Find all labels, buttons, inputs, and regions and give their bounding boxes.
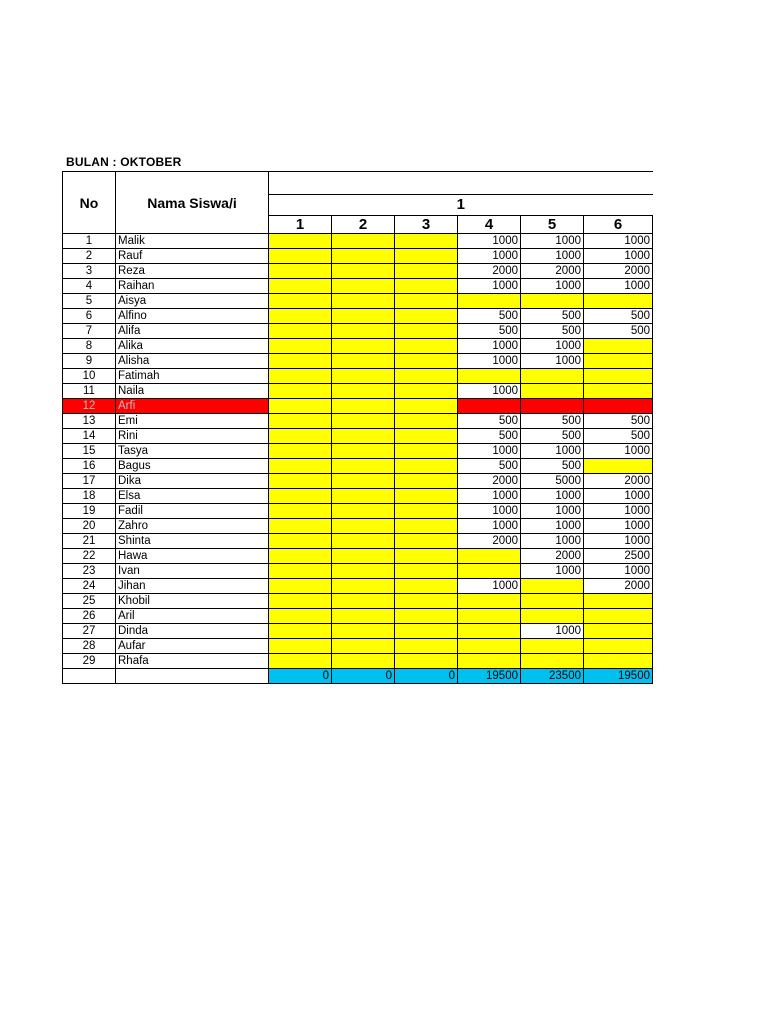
cell-name[interactable]: Aufar — [116, 639, 269, 654]
cell-no[interactable]: 8 — [63, 339, 116, 354]
table-row — [63, 579, 653, 594]
cell-amount[interactable]: 1000 — [584, 519, 653, 534]
cell-amount[interactable]: 500 — [521, 414, 584, 429]
cell-no[interactable]: 13 — [63, 414, 116, 429]
cell-amount[interactable] — [395, 264, 458, 279]
cell-amount[interactable] — [584, 294, 653, 309]
cell-no[interactable]: 9 — [63, 354, 116, 369]
cell-amount[interactable] — [458, 564, 521, 579]
cell-amount[interactable] — [584, 609, 653, 624]
cell-amount[interactable]: 1000 — [584, 489, 653, 504]
cell-amount[interactable] — [395, 234, 458, 249]
cell-amount[interactable] — [395, 549, 458, 564]
cell-amount[interactable]: 1000 — [584, 444, 653, 459]
table-row — [63, 474, 653, 489]
attendance-savings-table — [62, 171, 653, 684]
table-row — [63, 324, 653, 339]
cell-amount[interactable]: 1000 — [521, 624, 584, 639]
cell-amount[interactable]: 1000 — [521, 564, 584, 579]
cell-no[interactable]: 22 — [63, 549, 116, 564]
cell-name[interactable]: Aril — [116, 609, 269, 624]
table-row — [63, 309, 653, 324]
cell-amount[interactable] — [395, 639, 458, 654]
cell-amount[interactable] — [269, 444, 332, 459]
cell-amount[interactable] — [269, 249, 332, 264]
cell-no[interactable]: 26 — [63, 609, 116, 624]
cell-amount[interactable] — [395, 429, 458, 444]
cell-no[interactable]: 17 — [63, 474, 116, 489]
cell-no[interactable]: 5 — [63, 294, 116, 309]
cell-amount[interactable] — [395, 384, 458, 399]
cell-name[interactable]: Malik — [116, 234, 269, 249]
cell-total[interactable]: 0 — [269, 669, 332, 684]
cell-amount[interactable]: 500 — [584, 429, 653, 444]
header-day[interactable]: 1 — [269, 216, 332, 234]
cell-name[interactable]: Raihan — [116, 279, 269, 294]
cell-no[interactable]: 7 — [63, 324, 116, 339]
table-row — [63, 459, 653, 474]
cell-amount[interactable]: 1000 — [584, 564, 653, 579]
cell-amount[interactable] — [269, 234, 332, 249]
cell-no[interactable]: 24 — [63, 579, 116, 594]
header-name[interactable] — [116, 172, 269, 234]
cell-amount[interactable]: 500 — [584, 324, 653, 339]
cell-amount[interactable] — [395, 324, 458, 339]
cell-amount[interactable] — [269, 414, 332, 429]
cell-no[interactable]: 23 — [63, 564, 116, 579]
table-row — [63, 489, 653, 504]
cell-no[interactable]: 29 — [63, 654, 116, 669]
cell-amount[interactable] — [332, 444, 395, 459]
cell-amount[interactable] — [269, 354, 332, 369]
table-row — [63, 249, 653, 264]
cell-amount[interactable] — [269, 369, 332, 384]
cell-amount[interactable] — [458, 624, 521, 639]
cell-name[interactable]: Rauf — [116, 249, 269, 264]
cell-amount[interactable]: 500 — [521, 459, 584, 474]
cell-amount[interactable] — [332, 534, 395, 549]
cell-no[interactable]: 1 — [63, 234, 116, 249]
cell-amount[interactable]: 500 — [584, 309, 653, 324]
cell-amount[interactable] — [332, 549, 395, 564]
table-row — [63, 369, 653, 384]
cell-amount[interactable] — [521, 594, 584, 609]
header-day[interactable]: 5 — [521, 216, 584, 234]
cell-no[interactable]: 3 — [63, 264, 116, 279]
cell-name[interactable]: Naila — [116, 384, 269, 399]
cell-amount[interactable]: 500 — [521, 309, 584, 324]
cell-amount[interactable] — [458, 639, 521, 654]
cell-name[interactable]: Khobil — [116, 594, 269, 609]
cell-amount[interactable] — [395, 609, 458, 624]
cell-amount[interactable] — [458, 549, 521, 564]
cell-amount[interactable] — [584, 384, 653, 399]
cell-amount[interactable]: 2000 — [458, 534, 521, 549]
cell-no[interactable]: 20 — [63, 519, 116, 534]
cell-amount[interactable] — [269, 294, 332, 309]
cell-amount[interactable] — [458, 294, 521, 309]
cell-amount[interactable] — [395, 474, 458, 489]
cell-amount[interactable] — [521, 384, 584, 399]
table-row — [63, 519, 653, 534]
cell-amount[interactable] — [584, 354, 653, 369]
cell-name[interactable]: Hawa — [116, 549, 269, 564]
cell-amount[interactable] — [584, 594, 653, 609]
table-row — [63, 414, 653, 429]
cell-amount[interactable] — [332, 459, 395, 474]
cell-amount[interactable] — [584, 399, 653, 414]
cell-no[interactable]: 4 — [63, 279, 116, 294]
cell-amount[interactable] — [332, 249, 395, 264]
cell-amount[interactable] — [269, 429, 332, 444]
cell-amount[interactable]: 1000 — [458, 249, 521, 264]
cell-amount[interactable] — [395, 654, 458, 669]
cell-name[interactable]: Rini — [116, 429, 269, 444]
cell-amount[interactable] — [395, 414, 458, 429]
cell-amount[interactable] — [521, 369, 584, 384]
sheet-title: BULAN : OKTOBER — [66, 155, 182, 169]
cell-amount[interactable]: 1000 — [458, 489, 521, 504]
cell-amount[interactable] — [521, 609, 584, 624]
cell-amount[interactable]: 1000 — [521, 279, 584, 294]
cell-amount[interactable] — [269, 654, 332, 669]
cell-name[interactable]: Dika — [116, 474, 269, 489]
cell-amount[interactable] — [269, 594, 332, 609]
cell-amount[interactable] — [458, 654, 521, 669]
cell-amount[interactable] — [269, 504, 332, 519]
totals-name-cell[interactable] — [116, 669, 269, 684]
cell-amount[interactable] — [332, 384, 395, 399]
header-week[interactable]: 1 — [269, 195, 653, 216]
cell-amount[interactable]: 500 — [458, 309, 521, 324]
cell-name[interactable]: Alika — [116, 339, 269, 354]
cell-amount[interactable] — [395, 489, 458, 504]
cell-amount[interactable] — [584, 369, 653, 384]
table-row — [63, 564, 653, 579]
cell-name[interactable]: Zahro — [116, 519, 269, 534]
cell-amount[interactable] — [332, 429, 395, 444]
cell-no[interactable]: 16 — [63, 459, 116, 474]
cell-amount[interactable] — [584, 624, 653, 639]
cell-no[interactable]: 25 — [63, 594, 116, 609]
cell-amount[interactable]: 1000 — [458, 504, 521, 519]
cell-amount[interactable] — [269, 519, 332, 534]
cell-no[interactable]: 28 — [63, 639, 116, 654]
cell-amount[interactable] — [332, 324, 395, 339]
cell-amount[interactable] — [395, 309, 458, 324]
cell-amount[interactable] — [332, 309, 395, 324]
table-row — [63, 504, 653, 519]
cell-name[interactable]: Alfino — [116, 309, 269, 324]
header-day[interactable]: 4 — [458, 216, 521, 234]
cell-amount[interactable]: 500 — [521, 429, 584, 444]
cell-no[interactable]: 18 — [63, 489, 116, 504]
cell-amount[interactable] — [458, 609, 521, 624]
table-row — [63, 654, 653, 669]
cell-name[interactable]: Fatimah — [116, 369, 269, 384]
header-no[interactable]: No — [63, 172, 116, 234]
cell-amount[interactable] — [269, 639, 332, 654]
cell-amount[interactable] — [332, 639, 395, 654]
cell-name[interactable]: Tasya — [116, 444, 269, 459]
cell-amount[interactable] — [395, 339, 458, 354]
cell-amount[interactable]: 500 — [458, 459, 521, 474]
header-name-label: Nama Siswa/i — [147, 194, 237, 211]
cell-total[interactable]: 19500 — [584, 669, 653, 684]
cell-amount[interactable]: 2000 — [521, 549, 584, 564]
cell-no[interactable]: 10 — [63, 369, 116, 384]
cell-amount[interactable] — [395, 249, 458, 264]
cell-name[interactable]: Alisha — [116, 354, 269, 369]
cell-amount[interactable] — [521, 294, 584, 309]
cell-amount[interactable] — [332, 294, 395, 309]
cell-amount[interactable] — [332, 504, 395, 519]
cell-amount[interactable]: 1000 — [584, 279, 653, 294]
cell-name[interactable]: Arfi — [116, 399, 269, 414]
cell-amount[interactable]: 1000 — [458, 279, 521, 294]
cell-name[interactable]: Elsa — [116, 489, 269, 504]
cell-amount[interactable] — [332, 264, 395, 279]
cell-amount[interactable]: 2000 — [458, 474, 521, 489]
table-row — [63, 399, 653, 414]
cell-no[interactable]: 19 — [63, 504, 116, 519]
cell-amount[interactable]: 2000 — [584, 579, 653, 594]
cell-amount[interactable]: 2000 — [584, 264, 653, 279]
cell-amount[interactable] — [269, 324, 332, 339]
cell-amount[interactable] — [395, 369, 458, 384]
cell-amount[interactable]: 1000 — [521, 534, 584, 549]
cell-amount[interactable] — [269, 384, 332, 399]
cell-amount[interactable] — [332, 414, 395, 429]
table-row — [63, 594, 653, 609]
cell-amount[interactable] — [521, 639, 584, 654]
cell-amount[interactable] — [584, 639, 653, 654]
cell-amount[interactable] — [395, 624, 458, 639]
cell-total[interactable]: 0 — [332, 669, 395, 684]
cell-no[interactable]: 15 — [63, 444, 116, 459]
cell-amount[interactable] — [395, 279, 458, 294]
cell-no[interactable]: 11 — [63, 384, 116, 399]
cell-name[interactable]: Fadil — [116, 504, 269, 519]
table-row — [63, 339, 653, 354]
cell-amount[interactable] — [269, 534, 332, 549]
cell-amount[interactable] — [521, 579, 584, 594]
cell-amount[interactable]: 1000 — [521, 339, 584, 354]
cell-no[interactable]: 27 — [63, 624, 116, 639]
cell-no[interactable]: 6 — [63, 309, 116, 324]
cell-amount[interactable] — [458, 399, 521, 414]
cell-amount[interactable] — [269, 579, 332, 594]
totals-row — [63, 669, 653, 684]
cell-amount[interactable]: 1000 — [458, 384, 521, 399]
cell-amount[interactable] — [395, 459, 458, 474]
cell-amount[interactable] — [269, 264, 332, 279]
cell-amount[interactable]: 500 — [458, 429, 521, 444]
cell-name[interactable]: Bagus — [116, 459, 269, 474]
cell-name[interactable]: Shinta — [116, 534, 269, 549]
cell-amount[interactable] — [395, 399, 458, 414]
cell-amount[interactable] — [269, 564, 332, 579]
cell-amount[interactable]: 1000 — [584, 534, 653, 549]
cell-amount[interactable] — [332, 624, 395, 639]
cell-amount[interactable] — [332, 279, 395, 294]
header-day[interactable]: 6 — [584, 216, 653, 234]
cell-amount[interactable] — [584, 459, 653, 474]
cell-amount[interactable] — [332, 234, 395, 249]
cell-amount[interactable]: 500 — [458, 414, 521, 429]
cell-name[interactable]: Alifa — [116, 324, 269, 339]
cell-amount[interactable] — [395, 504, 458, 519]
cell-amount[interactable] — [269, 459, 332, 474]
cell-amount[interactable] — [332, 399, 395, 414]
cell-amount[interactable]: 1000 — [521, 234, 584, 249]
table-row — [63, 279, 653, 294]
cell-amount[interactable] — [269, 474, 332, 489]
cell-total[interactable]: 19500 — [458, 669, 521, 684]
cell-amount[interactable]: 2000 — [458, 264, 521, 279]
cell-amount[interactable]: 2500 — [584, 549, 653, 564]
cell-amount[interactable]: 1000 — [521, 354, 584, 369]
cell-amount[interactable]: 1000 — [584, 234, 653, 249]
cell-name[interactable]: Ivan — [116, 564, 269, 579]
cell-no[interactable]: 21 — [63, 534, 116, 549]
cell-amount[interactable] — [395, 294, 458, 309]
cell-amount[interactable]: 500 — [458, 324, 521, 339]
cell-amount[interactable] — [395, 354, 458, 369]
cell-amount[interactable] — [395, 444, 458, 459]
cell-amount[interactable] — [332, 369, 395, 384]
cell-amount[interactable] — [269, 489, 332, 504]
table-row — [63, 234, 653, 249]
cell-amount[interactable] — [332, 339, 395, 354]
table-row — [63, 534, 653, 549]
cell-amount[interactable] — [332, 519, 395, 534]
table-row — [63, 624, 653, 639]
cell-no[interactable]: 2 — [63, 249, 116, 264]
cell-name[interactable]: Rhafa — [116, 654, 269, 669]
cell-amount[interactable]: 1000 — [458, 234, 521, 249]
header-blank — [269, 172, 653, 195]
cell-name[interactable]: Jihan — [116, 579, 269, 594]
cell-amount[interactable] — [269, 549, 332, 564]
cell-amount[interactable]: 1000 — [458, 354, 521, 369]
cell-amount[interactable] — [269, 624, 332, 639]
cell-amount[interactable] — [458, 369, 521, 384]
cell-amount[interactable]: 1000 — [458, 519, 521, 534]
cell-name[interactable]: Dinda — [116, 624, 269, 639]
table-row — [63, 609, 653, 624]
cell-amount[interactable] — [395, 579, 458, 594]
cell-amount[interactable]: 1000 — [521, 489, 584, 504]
cell-amount[interactable]: 500 — [584, 414, 653, 429]
table-row — [63, 294, 653, 309]
cell-amount[interactable] — [395, 564, 458, 579]
cell-amount[interactable] — [458, 594, 521, 609]
cell-name[interactable]: Emi — [116, 414, 269, 429]
cell-no[interactable]: 12 — [63, 399, 116, 414]
cell-amount[interactable] — [395, 594, 458, 609]
cell-total[interactable]: 23500 — [521, 669, 584, 684]
cell-amount[interactable] — [521, 399, 584, 414]
table-row — [63, 429, 653, 444]
cell-amount[interactable] — [332, 594, 395, 609]
cell-amount[interactable] — [521, 654, 584, 669]
cell-amount[interactable]: 1000 — [458, 339, 521, 354]
cell-amount[interactable]: 5000 — [521, 474, 584, 489]
cell-amount[interactable]: 1000 — [521, 519, 584, 534]
table-row — [63, 264, 653, 279]
cell-amount[interactable] — [269, 609, 332, 624]
table-row — [63, 384, 653, 399]
cell-total[interactable]: 0 — [395, 669, 458, 684]
cell-amount[interactable] — [332, 609, 395, 624]
cell-amount[interactable]: 500 — [521, 324, 584, 339]
cell-amount[interactable]: 1000 — [458, 444, 521, 459]
cell-amount[interactable] — [269, 279, 332, 294]
table-row — [63, 549, 653, 564]
cell-amount[interactable]: 2000 — [521, 264, 584, 279]
header-day[interactable]: 3 — [395, 216, 458, 234]
cell-amount[interactable]: 1000 — [458, 579, 521, 594]
cell-amount[interactable] — [332, 564, 395, 579]
cell-amount[interactable] — [332, 654, 395, 669]
cell-amount[interactable] — [584, 654, 653, 669]
cell-amount[interactable] — [269, 399, 332, 414]
cell-amount[interactable] — [332, 579, 395, 594]
cell-amount[interactable] — [269, 339, 332, 354]
cell-amount[interactable] — [332, 474, 395, 489]
cell-amount[interactable]: 1000 — [521, 504, 584, 519]
cell-amount[interactable]: 1000 — [584, 249, 653, 264]
table-row — [63, 354, 653, 369]
cell-name[interactable]: Reza — [116, 264, 269, 279]
cell-amount[interactable] — [269, 309, 332, 324]
header-day[interactable]: 2 — [332, 216, 395, 234]
cell-no[interactable]: 14 — [63, 429, 116, 444]
cell-amount[interactable]: 1000 — [521, 249, 584, 264]
cell-amount[interactable] — [395, 519, 458, 534]
cell-amount[interactable] — [395, 534, 458, 549]
table-row — [63, 444, 653, 459]
cell-amount[interactable] — [332, 489, 395, 504]
cell-name[interactable]: Aisya — [116, 294, 269, 309]
cell-amount[interactable]: 1000 — [584, 504, 653, 519]
table-row — [63, 639, 653, 654]
totals-no-cell[interactable] — [63, 669, 116, 684]
cell-amount[interactable]: 2000 — [584, 474, 653, 489]
cell-amount[interactable] — [332, 354, 395, 369]
cell-amount[interactable]: 1000 — [521, 444, 584, 459]
cell-amount[interactable] — [584, 339, 653, 354]
